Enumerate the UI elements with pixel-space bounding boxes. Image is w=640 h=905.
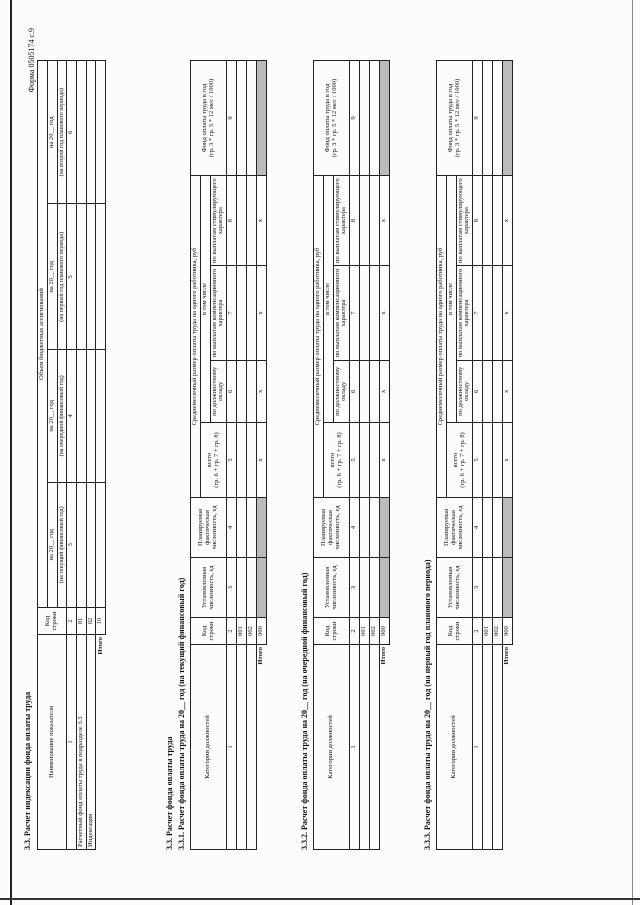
row-code: 01 [76, 608, 86, 635]
x-mark: х [379, 423, 389, 498]
section-heading-wage-fund: 3.3. Расчет фонда оплаты труда [165, 736, 174, 850]
rotated-form-sheet [15, 20, 615, 890]
value-cell[interactable] [483, 498, 493, 558]
col-total-header [323, 423, 349, 498]
wage-table-1 [190, 60, 267, 850]
value-cell[interactable] [492, 266, 502, 360]
table-row [483, 61, 493, 850]
col-total-header [200, 423, 226, 498]
col-number: 2 [350, 618, 360, 645]
col-number: 4 [473, 498, 483, 558]
col-fund-header [437, 61, 473, 176]
col-number: 6 [227, 360, 237, 422]
total-label: всего [451, 452, 459, 468]
col-number: 8 [350, 176, 360, 266]
value-cell[interactable] [237, 176, 247, 266]
value-cell[interactable] [96, 482, 106, 607]
year-current-header: на 20__ год [47, 482, 57, 607]
year-next-sub: (на очередной финансовый год) [57, 350, 66, 482]
total-row [379, 61, 389, 850]
value-cell[interactable] [96, 204, 106, 350]
col-avg-header: Среднемесячный размер оплаты труда на одного работника, руб [437, 176, 447, 498]
value-cell[interactable] [483, 558, 493, 618]
col-code-header: Код строки [38, 608, 67, 635]
value-cell[interactable] [237, 61, 247, 176]
value-cell[interactable] [86, 482, 96, 607]
col-incl-header: в том числе [323, 176, 333, 423]
value-cell[interactable] [369, 558, 379, 618]
col-number: 9 [473, 61, 483, 176]
col-number: 5 [66, 204, 76, 350]
total-code: 900 [379, 618, 389, 645]
col-category-header: Категории должностей [314, 645, 350, 850]
col-incl-header: в том числе [200, 176, 210, 423]
fund-formula: (гр. 3 * гр. 5 * 12 мес / 1000) [330, 78, 338, 158]
value-cell[interactable] [246, 498, 256, 558]
category-cell[interactable] [492, 645, 502, 850]
col-number: 5 [227, 423, 237, 498]
table-row [360, 61, 370, 850]
value-cell[interactable] [483, 61, 493, 176]
fund-formula: (гр. 3 * гр. 5 * 12 мес / 1000) [207, 78, 215, 158]
col-stim-header: по выплатам стимулирующего характера [333, 176, 350, 266]
row-code: 001 [237, 618, 247, 645]
value-cell[interactable] [237, 360, 247, 422]
value-cell[interactable] [256, 498, 266, 558]
col-number: 8 [227, 176, 237, 266]
value-cell[interactable] [76, 61, 86, 204]
col-planned-header: Планируемая фактическая численность, ед [314, 498, 350, 558]
col-number: 5 [350, 423, 360, 498]
row-name: Индексация [86, 635, 96, 850]
x-mark: х [379, 360, 389, 422]
col-code-header: Код строки [191, 618, 227, 645]
year-plan2-sub: (на второй год планового периода) [57, 61, 66, 204]
value-cell[interactable] [502, 558, 512, 618]
total-label: Итого [502, 647, 510, 665]
x-mark: х [502, 176, 512, 266]
value-cell[interactable] [379, 61, 389, 176]
value-cell[interactable] [369, 360, 379, 422]
total-row [502, 61, 512, 850]
value-cell[interactable] [246, 558, 256, 618]
col-number: 3 [227, 558, 237, 618]
col-number: 2 [227, 618, 237, 645]
total-label: Итого [379, 647, 387, 665]
fund-label: Фонд оплаты труда в год [323, 83, 331, 153]
value-cell[interactable] [502, 498, 512, 558]
col-number: 6 [66, 61, 76, 204]
value-cell[interactable] [76, 350, 86, 482]
x-mark: х [379, 176, 389, 266]
value-cell[interactable] [492, 176, 502, 266]
category-cell[interactable] [360, 645, 370, 850]
value-cell[interactable] [379, 498, 389, 558]
total-row [256, 61, 266, 850]
value-cell[interactable] [483, 266, 493, 360]
row-name: Расчетный фонд оплаты труда в подразделе 3.3 [76, 635, 86, 850]
col-number: 5 [473, 423, 483, 498]
col-number: 4 [66, 350, 76, 482]
scan-left-edge [10, 0, 12, 905]
indexation-table [37, 60, 106, 850]
x-mark: х [502, 360, 512, 422]
col-number: 1 [66, 635, 76, 850]
row-code: 002 [369, 618, 379, 645]
value-cell[interactable] [76, 482, 86, 607]
value-cell[interactable] [360, 360, 370, 422]
col-number: 9 [227, 61, 237, 176]
col-number: 7 [473, 266, 483, 360]
col-number: 1 [350, 645, 360, 850]
value-cell[interactable] [369, 176, 379, 266]
value-cell[interactable] [369, 423, 379, 498]
col-planned-header: Планируемая фактическая численность, ед [191, 498, 227, 558]
row-code: 001 [483, 618, 493, 645]
table-row [492, 61, 502, 850]
row-code: 001 [360, 618, 370, 645]
col-number: 7 [350, 266, 360, 360]
col-established-header: Установленная численность, ед [314, 558, 350, 618]
col-number: 2 [66, 608, 76, 635]
subsection-title-1: 3.3.1. Расчет фонда оплаты труда на 20__ год (на текущий финансовый год) [177, 577, 186, 850]
total-formula: (гр. 6 + гр. 7 + гр. 8) [335, 432, 343, 488]
value-cell[interactable] [492, 558, 502, 618]
scan-bottom-edge [0, 898, 640, 900]
value-cell[interactable] [237, 558, 247, 618]
value-cell[interactable] [246, 360, 256, 422]
value-cell[interactable] [360, 558, 370, 618]
wage-table-2 [313, 60, 390, 850]
col-salary-header: по должностному окладу [456, 360, 473, 422]
table-row [237, 61, 247, 850]
col-fund-header [191, 61, 227, 176]
col-avg-header: Среднемесячный размер оплаты труда на одного работника, руб [191, 176, 201, 498]
value-cell[interactable] [256, 61, 266, 176]
value-cell[interactable] [360, 498, 370, 558]
table-row [86, 61, 96, 850]
col-code-header: Код строки [437, 618, 473, 645]
col-volume-header: Объем бюджетных ассигнований [38, 61, 48, 608]
value-cell[interactable] [369, 266, 379, 360]
value-cell[interactable] [492, 360, 502, 422]
value-cell[interactable] [86, 61, 96, 204]
table-row [76, 61, 86, 850]
year-plan1-header: на 20__ год [47, 204, 57, 350]
total-label: всего [205, 452, 213, 468]
x-mark: х [256, 423, 266, 498]
col-category-header: Категории должностей [437, 645, 473, 850]
col-established-header: Установленная численность, ед [437, 558, 473, 618]
x-mark: х [502, 266, 512, 360]
year-plan2-header: на 20__ год [47, 61, 57, 204]
value-cell[interactable] [246, 176, 256, 266]
col-incl-header: в том числе [446, 176, 456, 423]
value-cell[interactable] [369, 61, 379, 176]
col-salary-header: по должностному окладу [333, 360, 350, 422]
value-cell[interactable] [492, 61, 502, 176]
col-number: 3 [473, 558, 483, 618]
subsection-title-3: 3.3.3. Расчет фонда оплаты труда на 20__ год (на первый год планового периода) [423, 559, 432, 850]
row-code: 02 [86, 608, 96, 635]
total-code: 900 [502, 618, 512, 645]
col-number: 6 [350, 360, 360, 422]
category-cell[interactable] [246, 645, 256, 850]
col-comp-header: по выплатам компенсационного характера [456, 266, 473, 360]
col-avg-header: Среднемесячный размер оплаты труда на одного работника, руб [314, 176, 324, 498]
total-code: 10 [96, 608, 106, 635]
value-cell[interactable] [86, 204, 96, 350]
value-cell[interactable] [360, 176, 370, 266]
year-next-header: на 20__ год [47, 350, 57, 482]
col-comp-header: по выплатам компенсационного характера [210, 266, 227, 360]
col-category-header: Категории должностей [191, 645, 227, 850]
col-code-header: Код строки [314, 618, 350, 645]
category-cell[interactable] [483, 645, 493, 850]
value-cell[interactable] [96, 61, 106, 204]
row-code: 002 [246, 618, 256, 645]
value-cell[interactable] [237, 423, 247, 498]
section-title-indexation: 3.3. Расчет индексации фонда оплаты труда [23, 691, 32, 850]
col-number: 8 [473, 176, 483, 266]
col-number: 4 [227, 498, 237, 558]
value-cell[interactable] [96, 350, 106, 482]
x-mark: х [256, 176, 266, 266]
x-mark: х [256, 266, 266, 360]
table-row [246, 61, 256, 850]
value-cell[interactable] [492, 423, 502, 498]
value-cell[interactable] [360, 423, 370, 498]
col-fund-header [314, 61, 350, 176]
subsection-title-2: 3.3.2. Расчет фонда оплаты труда на 20__ год (на очередной финансовый год) [300, 572, 309, 850]
col-name-header: Наименование показателя [38, 635, 67, 850]
col-number: 9 [350, 61, 360, 176]
x-mark: х [256, 360, 266, 422]
total-label: всего [328, 452, 336, 468]
col-comp-header: по выплатам компенсационного характера [333, 266, 350, 360]
col-planned-header: Планируемая фактическая численность, ед [437, 498, 473, 558]
col-stim-header: по выплатам стимулирующего характера [210, 176, 227, 266]
total-formula: (гр. 6 + гр. 7 + гр. 8) [458, 432, 466, 488]
value-cell[interactable] [246, 266, 256, 360]
value-cell[interactable] [483, 176, 493, 266]
fund-label: Фонд оплаты труда в год [200, 83, 208, 153]
fund-label: Фонд оплаты труда в год [446, 83, 454, 153]
col-stim-header: по выплатам стимулирующего характера [456, 176, 473, 266]
col-number: 6 [473, 360, 483, 422]
category-cell[interactable] [369, 645, 379, 850]
col-number: 4 [350, 498, 360, 558]
x-mark: х [502, 423, 512, 498]
wage-table-3 [436, 60, 513, 850]
col-number: 3 [66, 482, 76, 607]
col-salary-header: по должностному окладу [210, 360, 227, 422]
total-formula: (гр. 6 + гр. 7 + гр. 8) [212, 432, 220, 488]
value-cell[interactable] [360, 266, 370, 360]
value-cell[interactable] [369, 498, 379, 558]
value-cell[interactable] [492, 498, 502, 558]
value-cell[interactable] [237, 498, 247, 558]
value-cell[interactable] [76, 204, 86, 350]
form-number: Форма 0505174 с.9 [27, 28, 36, 93]
fund-formula: (гр. 3 * гр. 5 * 12 мес / 1000) [453, 78, 461, 158]
year-current-sub: (на текущий финансовый год) [57, 482, 66, 607]
value-cell[interactable] [256, 558, 266, 618]
value-cell[interactable] [483, 423, 493, 498]
value-cell[interactable] [246, 423, 256, 498]
total-code: 900 [256, 618, 266, 645]
value-cell[interactable] [360, 61, 370, 176]
value-cell[interactable] [86, 350, 96, 482]
col-number: 1 [227, 645, 237, 850]
value-cell[interactable] [237, 266, 247, 360]
category-cell[interactable] [237, 645, 247, 850]
col-number: 2 [473, 618, 483, 645]
row-code: 002 [492, 618, 502, 645]
col-number: 3 [350, 558, 360, 618]
total-label: Итого [256, 647, 264, 665]
year-plan1-sub: (на первый год планового периода) [57, 204, 66, 350]
col-total-header [446, 423, 472, 498]
total-label: Итого [96, 637, 104, 655]
value-cell[interactable] [246, 61, 256, 176]
col-number: 7 [227, 266, 237, 360]
value-cell[interactable] [502, 61, 512, 176]
col-established-header: Установленная численность, ед [191, 558, 227, 618]
total-row [96, 61, 106, 850]
value-cell[interactable] [379, 558, 389, 618]
col-number: 1 [473, 645, 483, 850]
value-cell[interactable] [483, 360, 493, 422]
scan-right-edge [632, 0, 633, 905]
table-row [369, 61, 379, 850]
x-mark: х [379, 266, 389, 360]
